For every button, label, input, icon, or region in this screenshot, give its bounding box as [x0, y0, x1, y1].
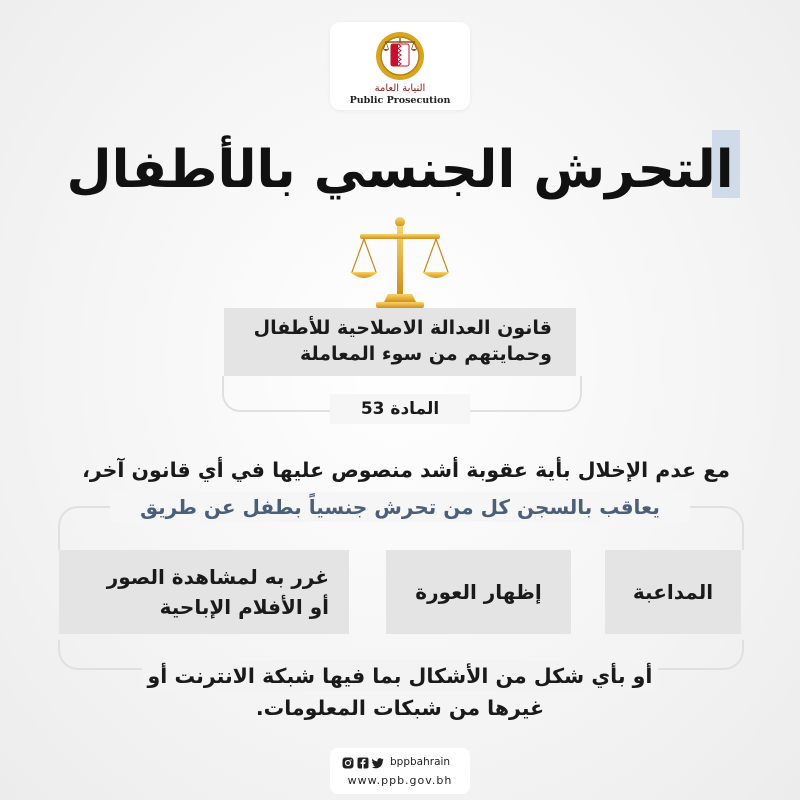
logo-arabic-name: النيابة العامة — [374, 83, 426, 94]
emblem-icon — [374, 30, 426, 82]
social-handle[interactable]: bppbahrain — [390, 756, 451, 768]
method-label-line1: غرر به لمشاهدة الصور — [106, 565, 329, 589]
logo-card — [330, 22, 470, 110]
social-icons — [342, 757, 384, 769]
closing-text-line1: أو بأي شكل من الأشكال بما فيها شبكة الانترنت أو — [142, 660, 659, 692]
law-title-line1: قانون العدالة الاصلاحية للأطفال — [253, 317, 552, 339]
footer-card — [330, 748, 470, 794]
twitter-icon[interactable] — [372, 757, 384, 769]
law-title-box — [224, 308, 576, 376]
closing-text-line2: غيرها من شبكات المعلومات. — [255, 696, 545, 720]
method-label: المداعبة — [632, 580, 714, 604]
method-label: إظهار العورة — [415, 580, 542, 604]
page-title: التحرش الجنسي بالأطفال — [66, 140, 734, 200]
method-box-caressing — [605, 550, 741, 634]
intro-text-line2: يعاقب بالسجن كل من تحرش جنسياً بطفل عن طريق — [110, 492, 690, 522]
instagram-icon[interactable] — [342, 757, 354, 769]
facebook-icon[interactable] — [357, 757, 369, 769]
method-box-exposure — [386, 550, 571, 634]
scales-of-justice-icon — [348, 214, 452, 310]
law-title-line2: وحمايتهم من سوء المعاملة — [299, 343, 552, 365]
logo-english-name: Public Prosecution — [349, 95, 451, 106]
website-url[interactable]: www.ppb.gov.bh — [347, 774, 453, 787]
closing-text — [90, 660, 710, 724]
method-label-line2: أو الأفلام الإباحية — [159, 595, 329, 619]
intro-text-line1: مع عدم الإخلال بأية عقوبة أشد منصوص عليها في أي قانون آخر، — [82, 458, 730, 482]
article-number: المادة 53 — [330, 394, 470, 424]
method-box-pornography — [59, 550, 349, 634]
